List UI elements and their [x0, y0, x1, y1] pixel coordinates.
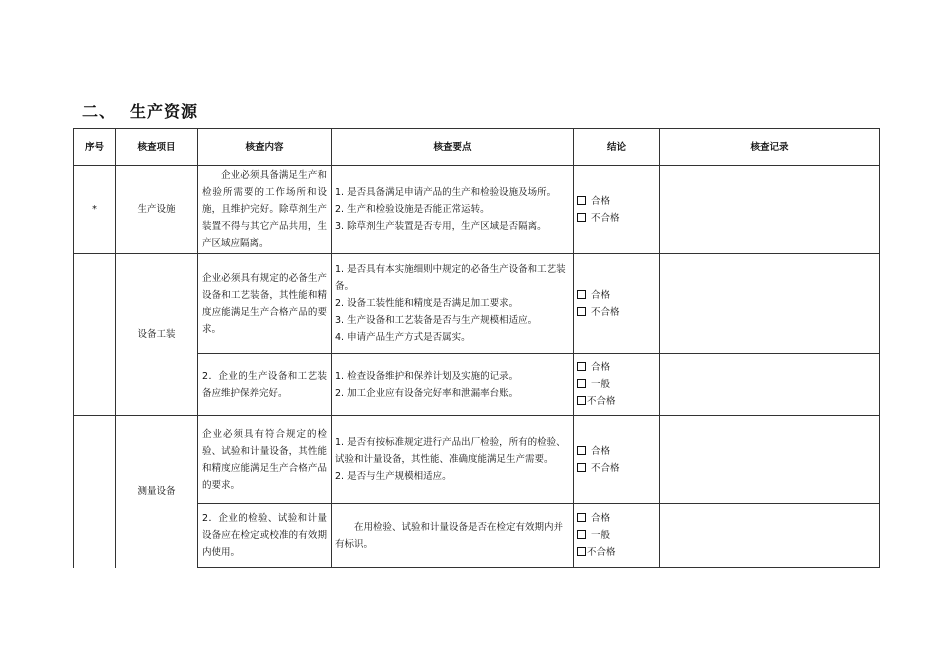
- points-cell: [332, 254, 574, 354]
- header-record: 核查记录: [660, 129, 880, 166]
- record-cell[interactable]: [660, 166, 880, 254]
- record-cell[interactable]: [660, 254, 880, 354]
- record-cell[interactable]: [660, 504, 880, 568]
- point-line: 3. 生产设备和工艺装备是否与生产规模相适应。: [335, 315, 538, 326]
- option-fail[interactable]: 不合格: [577, 393, 656, 410]
- content-cell: 企业必须具备满足生产和检验所需要的工作场所和设施，且维护完好。除草剂生产装置不得与其它产品共用，生产区域应隔离。: [198, 166, 332, 254]
- point-line: 1. 是否有按标准规定进行产品出厂检验，所有的检验、试验和计量设备，其性能、准确度能满足生产需要。: [335, 437, 566, 465]
- seq-cell: [74, 416, 116, 568]
- checkbox-icon[interactable]: [577, 307, 586, 316]
- option-fail[interactable]: 不合格: [577, 304, 656, 321]
- option-fail[interactable]: 不合格: [577, 544, 656, 561]
- conclusion-cell: [574, 504, 660, 568]
- point-line: 2. 是否与生产规模相适应。: [335, 471, 452, 482]
- point-line: 3. 除草剂生产装置是否专用，生产区域是否隔离。: [335, 221, 547, 232]
- option-pass[interactable]: 合格: [577, 443, 656, 460]
- item-cell: 生产设施: [116, 166, 198, 254]
- conclusion-cell: [574, 166, 660, 254]
- point-line: 1. 检查设备维护和保养计划及实施的记录。: [335, 370, 519, 382]
- points-cell: [332, 416, 574, 504]
- checkbox-icon[interactable]: [577, 379, 586, 388]
- table-row: [74, 416, 880, 504]
- checkbox-icon[interactable]: [577, 213, 586, 222]
- checkbox-icon[interactable]: [577, 547, 586, 556]
- option-fail[interactable]: 不合格: [577, 460, 656, 477]
- header-points: 核查要点: [332, 129, 574, 166]
- inspection-table-container: [73, 128, 879, 568]
- table-row: [74, 166, 880, 254]
- content-cell: 企业必须具有符合规定的检验、试验和计量设备，其性能和精度应能满足生产合格产品的要求。: [198, 416, 332, 504]
- points-cell: [332, 166, 574, 254]
- table-header-row: [74, 129, 880, 166]
- header-seq: 序号: [74, 129, 116, 166]
- option-pass[interactable]: 合格: [577, 510, 656, 527]
- content-cell: 2．企业的检验、试验和计量设备应在检定或校准的有效期内使用。: [198, 504, 332, 568]
- point-line: 2. 生产和检验设施是否能正常运转。: [335, 204, 490, 215]
- header-conclusion: 结论: [574, 129, 660, 166]
- header-item: 核查项目: [116, 129, 198, 166]
- checkbox-icon[interactable]: [577, 396, 586, 405]
- content-cell: 企业必须具有规定的必备生产设备和工艺装备，其性能和精度应能满足生产合格产品的要求。: [198, 254, 332, 354]
- option-general[interactable]: 一般: [577, 376, 656, 393]
- item-cell: 设备工装: [116, 254, 198, 416]
- seq-cell: [74, 254, 116, 416]
- option-pass[interactable]: 合格: [577, 287, 656, 304]
- option-fail[interactable]: 不合格: [577, 210, 656, 227]
- inspection-table: [73, 128, 880, 568]
- table-row: [74, 254, 880, 354]
- option-general[interactable]: 一般: [577, 527, 656, 544]
- conclusion-cell: [574, 416, 660, 504]
- checkbox-icon[interactable]: [577, 463, 586, 472]
- checkbox-icon[interactable]: [577, 513, 586, 522]
- item-cell: 测量设备: [116, 416, 198, 568]
- checkbox-icon[interactable]: [577, 362, 586, 371]
- point-line: 在用检验、试验和计量设备是否在检定有效期内并有标识。: [335, 521, 564, 550]
- point-line: 1. 是否具有本实施细则中规定的必备生产设备和工艺装备。: [335, 264, 566, 292]
- section-heading: [82, 99, 198, 122]
- content-cell: 2．企业的生产设备和工艺装备应维护保养完好。: [198, 354, 332, 416]
- conclusion-cell: [574, 254, 660, 354]
- checkbox-icon[interactable]: [577, 530, 586, 539]
- section-title: 生产资源: [130, 102, 199, 121]
- point-line: 1. 是否具备满足申请产品的生产和检验设施及场所。: [335, 187, 557, 198]
- point-line: 2. 设备工装性能和精度是否满足加工要求。: [335, 298, 519, 309]
- points-cell: [332, 354, 574, 416]
- checkbox-icon[interactable]: [577, 196, 586, 205]
- point-line: 4. 申请产品生产方式是否属实。: [335, 332, 471, 343]
- point-line: 2. 加工企业应有设备完好率和泄漏率台账。: [335, 387, 519, 399]
- checkbox-icon[interactable]: [577, 446, 586, 455]
- points-cell: [332, 504, 574, 568]
- record-cell[interactable]: [660, 416, 880, 504]
- checkbox-icon[interactable]: [577, 290, 586, 299]
- option-pass[interactable]: 合格: [577, 193, 656, 210]
- seq-cell: *: [74, 166, 116, 254]
- record-cell[interactable]: [660, 354, 880, 416]
- header-content: 核查内容: [198, 129, 332, 166]
- conclusion-cell: [574, 354, 660, 416]
- section-number: 二、: [82, 102, 117, 121]
- option-pass[interactable]: 合格: [577, 359, 656, 376]
